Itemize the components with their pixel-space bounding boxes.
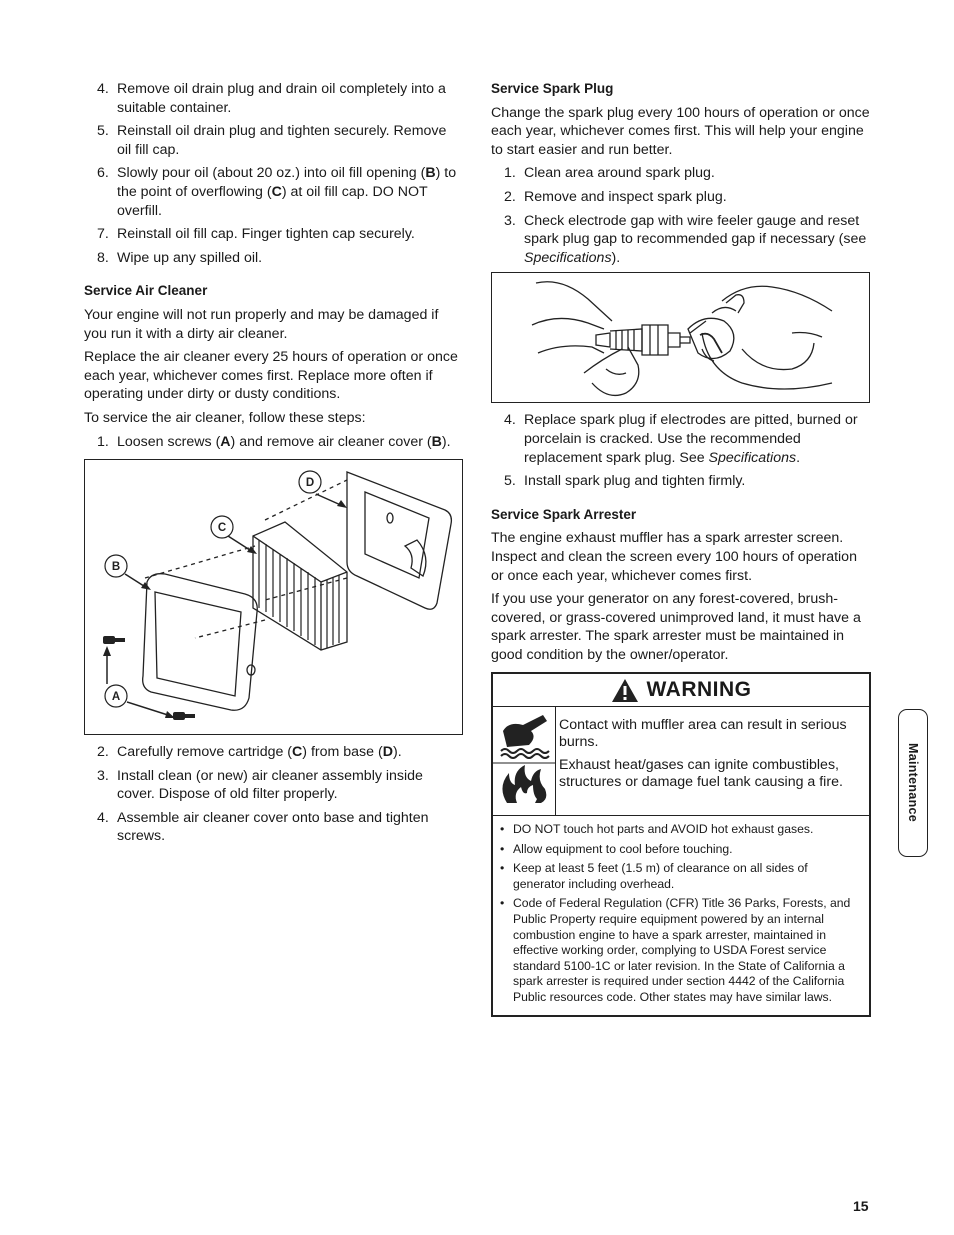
list-item: 2. Remove and inspect spark plug. (504, 188, 727, 205)
list-item: 4. Assemble air cleaner cover onto base and tighten screws. (97, 809, 429, 845)
list-item: 7. Reinstall oil fill cap. Finger tighten cap securely. (97, 226, 415, 243)
hot-surface-icon (501, 715, 549, 758)
left-column (84, 80, 464, 851)
spark-plug-figure (491, 272, 870, 403)
paragraph: Your engine will not run properly and may be damaged if you run it with a dirty air cleaner. (84, 306, 439, 342)
warning-text (556, 707, 869, 815)
hazard-icons-graphic (493, 707, 555, 809)
list-item: 2. Carefully remove cartridge (C) from base (D). (97, 744, 402, 761)
label-b: B (111, 561, 121, 574)
list-item: • Code of Federal Regulation (CFR) Title 36 Parks, Forests, and Public Property require equipment powered by an internal combustion engine to have a spark arrester, maintained in effective working order, complying to USDA Forest service standard 5100-1C or later revision. In the State of California a spark arrester is required under section 4442 of the California Public resources code. Other states may have similar laws. (499, 896, 861, 1005)
air-cleaner-figure (84, 459, 463, 735)
list-item: 3. Check electrode gap with wire feeler gauge and reset spark plug gap to recommended gap if necessary (see Specifications). (504, 212, 867, 266)
warning-triangle-icon (611, 678, 639, 703)
warning-line: Exhaust heat/gases can ignite combustibles, structures or damage fuel tank causing a fire. (559, 757, 843, 791)
label-a: A (111, 691, 121, 704)
list-item: 4. Remove oil drain plug and drain oil completely into a suitable container. (97, 81, 446, 116)
oil-steps-list (84, 80, 464, 267)
label-c: C (217, 522, 227, 535)
warning-line: Contact with muffler area can result in serious burns. (559, 717, 847, 751)
section-heading-spark-arrester: Service Spark Arrester (491, 506, 637, 522)
list-item: • Keep at least 5 feet (1.5 m) of clearance on all sides of generator including overhead. (499, 861, 861, 892)
plug-steps-list (491, 164, 871, 267)
list-item: 5. Reinstall oil drain plug and tighten securely. Remove oil fill cap. (97, 123, 447, 158)
hazard-icons (493, 707, 556, 815)
warning-box (491, 672, 871, 1016)
list-item: 1. Loosen screws (A) and remove air cleaner cover (B). (97, 433, 451, 450)
list-item: 3. Install clean (or new) air cleaner assembly inside cover. Dispose of old filter properly. (97, 767, 423, 803)
section-tab-label: Maintenance (906, 743, 920, 823)
air-steps-list-continued (84, 743, 464, 846)
list-item: 8. Wipe up any spilled oil. (97, 249, 263, 266)
fire-icon (502, 765, 546, 803)
section-heading-spark-plug: Service Spark Plug (491, 81, 614, 96)
label-d: D (305, 477, 315, 490)
list-item: 6. Slowly pour oil (about 20 oz.) into oil fill opening (B) to the point of overflowing (C) at oil fill cap. DO NOT overfill. (97, 165, 457, 219)
warning-header (493, 674, 869, 707)
paragraph: To service the air cleaner, follow these steps: (84, 409, 366, 426)
paragraph: Replace the air cleaner every 25 hours of operation or once each year, whichever comes first. Replace more often if operating under dirty or dusty conditions. (84, 349, 458, 403)
plug-steps-list-continued (491, 411, 871, 490)
section-tab-maintenance (898, 709, 928, 857)
list-item: 1. Clean area around spark plug. (504, 165, 715, 182)
list-item: • Allow equipment to cool before touching. (499, 842, 861, 858)
warning-bullet-list (493, 816, 869, 1015)
warning-title: WARNING (646, 678, 752, 702)
list-item: 4. Replace spark plug if electrodes are pitted, burned or porcelain is cracked. Use the recommended replacement spark plug. See Specifications. (504, 412, 858, 466)
page-number: 15 (853, 1198, 869, 1214)
paragraph: Change the spark plug every 100 hours of operation or once each year, whichever comes first. This will help your engine to start easier and run better. (491, 104, 870, 158)
paragraph: The engine exhaust muffler has a spark arrester screen. Inspect and clean the screen every 100 hours of operation or once each year, whichever comes first. (491, 530, 857, 584)
warning-hazard-section (493, 707, 869, 816)
section-heading-air-cleaner: Service Air Cleaner (84, 283, 208, 299)
right-column (491, 80, 871, 1017)
spark-plug-hands-illustration (492, 273, 868, 401)
air-cleaner-diagram (85, 460, 461, 733)
list-item: • DO NOT touch hot parts and AVOID hot exhaust gases. (499, 822, 861, 838)
air-steps-list (84, 433, 464, 452)
list-item: 5. Install spark plug and tighten firmly. (504, 473, 746, 490)
paragraph: If you use your generator on any forest-covered, brush-covered, or grass-covered unimproved land, it must have a spark arrester. The spark arrester must be maintained in good condition by the owner/operator. (491, 591, 861, 663)
